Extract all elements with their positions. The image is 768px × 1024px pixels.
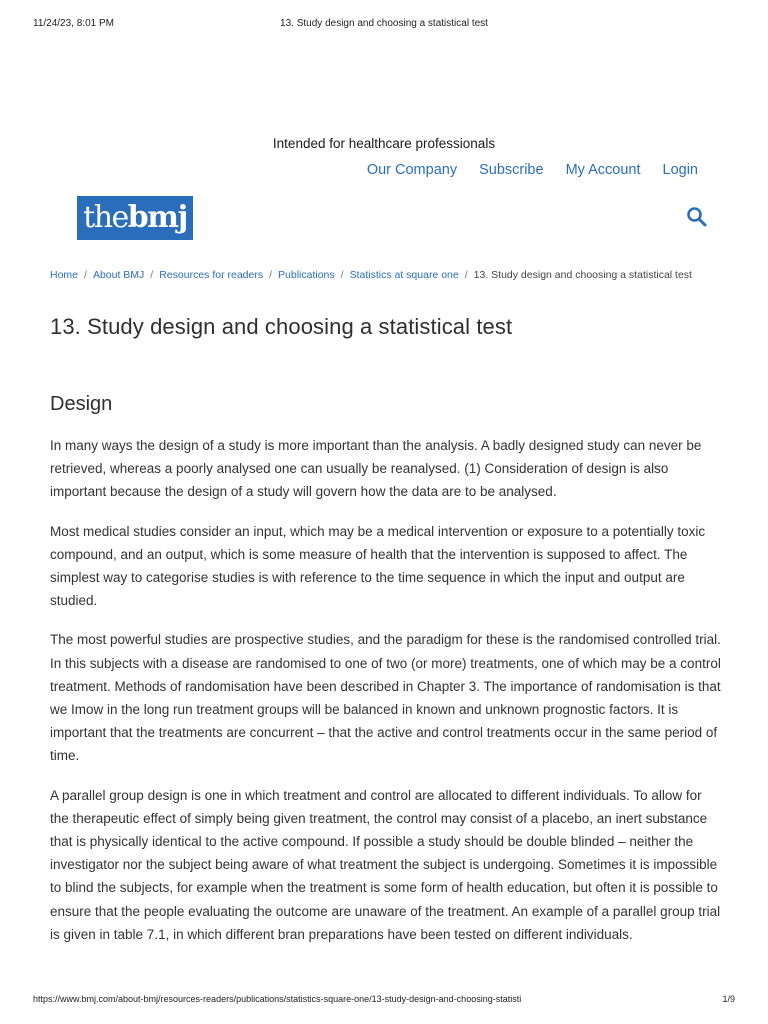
breadcrumb-separator: / — [84, 269, 87, 281]
breadcrumb-statistics-at-square-one[interactable]: Statistics at square one — [349, 269, 459, 281]
breadcrumb-separator: / — [464, 269, 468, 281]
logo-text-bmj: bmj — [127, 200, 187, 235]
print-page-number: 1/9 — [722, 994, 735, 1004]
nav-our-company[interactable]: Our Company — [366, 162, 458, 178]
page-title: 13. Study design and choosing a statistical test — [50, 314, 513, 339]
breadcrumb-resources-for-readers[interactable]: Resources for readers — [159, 269, 264, 281]
breadcrumb-separator: / — [150, 269, 154, 281]
breadcrumb-home[interactable]: Home — [50, 269, 79, 281]
paragraph: In many ways the design of a study is more important than the analysis. A badly designed study can never be retrieved, whereas a poorly analysed one can usually be reanalysed. (1) Consideration of design is also important because the design of a study will govern how the data are to be analysed. — [50, 438, 702, 500]
breadcrumb — [50, 269, 728, 281]
logo-text-the: the — [83, 200, 128, 235]
section-heading-design: Design — [50, 393, 113, 415]
nav-my-account[interactable]: My Account — [565, 162, 641, 178]
nav-subscribe[interactable]: Subscribe — [479, 162, 544, 178]
print-footer — [33, 994, 735, 1008]
bmj-logo[interactable] — [77, 196, 193, 240]
print-datetime: 11/24/23, 8:01 PM — [33, 18, 114, 29]
search-button[interactable] — [685, 205, 709, 229]
print-url: https://www.bmj.com/about-bmj/resources-readers/publications/statistics-square-one/13-study-design-and-choosing-statisti — [33, 994, 522, 1004]
search-icon — [685, 205, 709, 229]
paragraph: Most medical studies consider an input, which may be a medical intervention or exposure to a potentially toxic compound, and an output, which is some measure of health that the intervention is supposed to affect. The simplest way to categorise studies is with reference to the time sequence in which the input and output are studied. — [50, 523, 706, 609]
breadcrumb-separator: / — [269, 269, 273, 281]
nav-login[interactable]: Login — [662, 162, 698, 178]
breadcrumb-separator: / — [340, 269, 344, 281]
breadcrumb-publications[interactable]: Publications — [278, 269, 335, 281]
top-nav — [367, 162, 698, 178]
breadcrumb-current: 13. Study design and choosing a statistical test — [473, 269, 692, 281]
paragraph: A parallel group design is one in which treatment and control are allocated to different individuals. To allow for the therapeutic effect of simply being given treatment, the control may consist of a placebo, an inert substance that is physically identical to the active compound. If possible a study should be double blinded – neither the investigator nor the subject being aware of what treatment the subject is undergoing. Sometimes it is impossible to blind the subjects, for example when the treatment is some form of health education, but often it is possible to ensure that the people evaluating the outcome are unaware of the treatment. An example of a parallel group trial is given in table 7.1, in which different bran preparations have been tested on different individuals. — [50, 787, 721, 942]
breadcrumb-about-bmj[interactable]: About BMJ — [92, 269, 145, 281]
article-body — [50, 434, 722, 962]
print-header — [33, 18, 735, 32]
print-doc-title: 13. Study design and choosing a statistical test — [280, 18, 488, 29]
paragraph: The most powerful studies are prospective studies, and the paradigm for these is the randomised controlled trial. In this subjects with a disease are randomised to one of two (or more) treatments, one of which may be a control treatment. Methods of randomisation have been described in Chapter 3. The importance of randomisation is that we Imow in the long run treatment groups will be balanced in known and unknown prognostic factors. It is important that the treatments are concurrent – that the active and control treatments occur in the same period of time. — [50, 632, 721, 764]
intended-audience-notice: Intended for healthcare professionals — [272, 136, 496, 151]
